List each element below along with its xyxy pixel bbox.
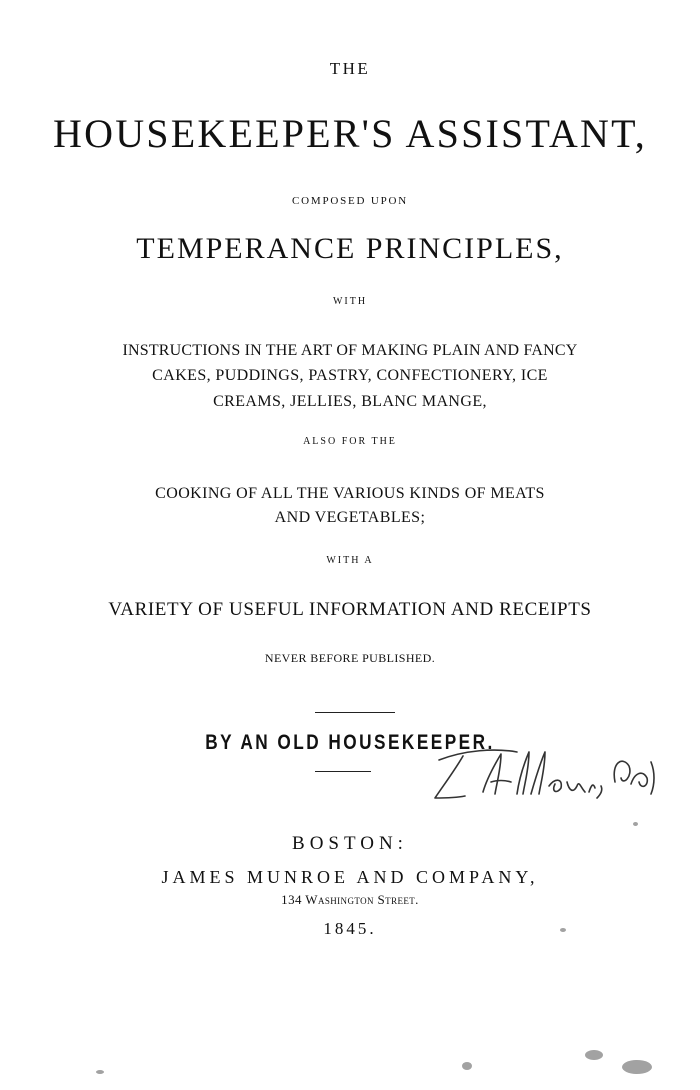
scan-speck	[585, 1050, 603, 1060]
cooking-line-2: AND VEGETABLES;	[274, 509, 426, 526]
with-a-label: WITH A	[326, 555, 374, 566]
instructions-line-1: INSTRUCTIONS IN THE ART OF MAKING PLAIN AND FANCY	[122, 342, 578, 359]
main-title: HOUSEKEEPER'S ASSISTANT,	[53, 111, 647, 156]
variety-line: VARIETY OF USEFUL INFORMATION AND RECEIPTS	[108, 599, 592, 620]
title-the: THE	[329, 59, 371, 78]
handwritten-signature-icon	[425, 742, 660, 804]
scan-speck	[462, 1062, 472, 1070]
also-for-the: ALSO FOR THE	[303, 436, 397, 447]
publisher-line: JAMES MUNROE AND COMPANY,	[161, 867, 539, 887]
scan-speck	[96, 1070, 104, 1074]
place-line: BOSTON:	[292, 833, 408, 854]
author-line: BY AN OLD HOUSEKEEPER.	[205, 731, 495, 754]
instructions-line-3: CREAMS, JELLIES, BLANC MANGE,	[213, 393, 487, 410]
composed-upon: COMPOSED UPON	[291, 195, 408, 207]
never-published: NEVER BEFORE PUBLISHED.	[264, 651, 436, 665]
scan-speck	[560, 928, 566, 932]
rule-top	[315, 712, 395, 713]
scan-speck	[622, 1060, 652, 1074]
scan-speck	[633, 822, 638, 826]
year-line: 1845.	[323, 919, 377, 938]
address-line: 134 Washington Street.	[281, 892, 419, 907]
rule-bottom	[315, 771, 371, 772]
subject-title: TEMPERANCE PRINCIPLES,	[136, 232, 564, 265]
cooking-line-1: COOKING OF ALL THE VARIOUS KINDS OF MEATS	[155, 485, 545, 502]
with-label: WITH	[332, 296, 368, 307]
instructions-line-2: CAKES, PUDDINGS, PASTRY, CONFECTIONERY, ICE	[152, 367, 548, 384]
